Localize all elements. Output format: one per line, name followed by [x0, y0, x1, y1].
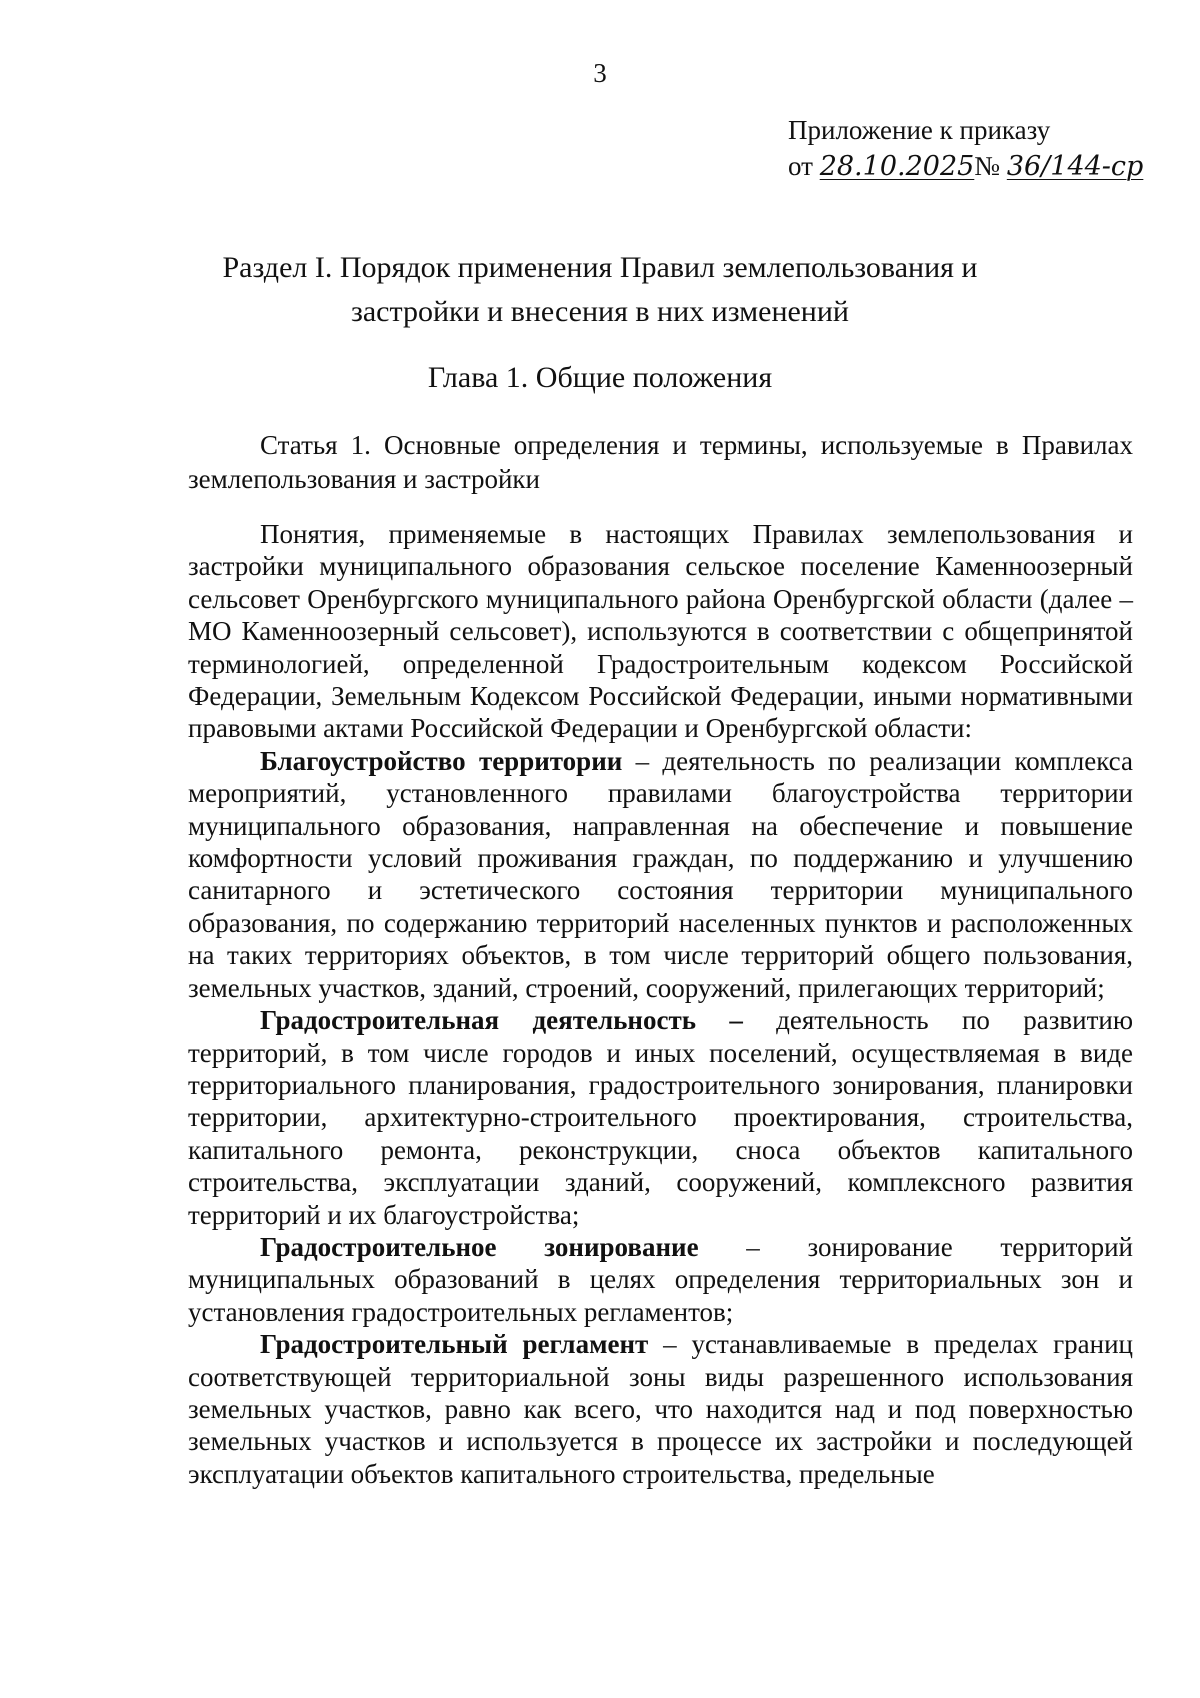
definition-text: – деятельность по реализации комплекса мероприятий, установленного правилами благоустройства территории муниципального образования, направленная на обеспечение и повышение комфортности условий проживания граждан, по поддержанию и улучшению санитарного и эстетического состояния территории муниципального образования, по содержанию территорий населенных пунктов и расположенных на таких территориях объектов, в том числе территорий общего пользования, земельных участков, зданий, строений, сооружений, прилегающих территорий;	[188, 745, 1133, 1003]
definition-term: Градостроительный регламент	[260, 1329, 649, 1360]
handwritten-order-number: 36/144-ср	[1006, 151, 1144, 182]
definition-text: – зонирование территорий муниципальных образований в целях определения территориальных зон и установления градостроительных регламентов;	[188, 1231, 1133, 1327]
appendix-header	[788, 112, 1143, 185]
definition-term: Градостроительное зонирование	[260, 1231, 699, 1262]
definition-paragraph	[188, 745, 1133, 1004]
page-number: 3	[593, 58, 607, 88]
chapter-title: Глава 1. Общие положения	[427, 361, 773, 394]
definition-paragraph	[188, 1004, 1133, 1231]
definition-text: деятельность по развитию территорий, в том числе городов и иных поселений, осуществляемая в виде территориального планирования, градостроительного зонирования, планировки территории, архитектурно-строительного проектирования, строительства, капитального ремонта, реконструкции, сноса объектов капитального строительства, эксплуатации зданий, сооружений, комплексного развития территорий и их благоустройства;	[188, 1005, 1133, 1230]
number-prefix: №	[974, 151, 1001, 181]
section-title-line-2: застройки и внесения в них изменений	[351, 295, 849, 328]
article-title: Статья 1. Основные определения и термины, используемые в Правилах землепользования и застройки	[188, 430, 1133, 494]
document-body	[188, 518, 1133, 1490]
definition-term: Благоустройство территории	[260, 745, 623, 776]
definition-text: – устанавливаемые в пределах границ соответствующей территориальной зоны виды разрешенного использования земельных участков, равно как всего, что находится над и под поверхностью земельных участков и используется в процессе их застройки и последующей эксплуатации объектов капитального строительства, предельные	[188, 1329, 1133, 1489]
section-title-line-1: Раздел I. Порядок применения Правил землепользования и	[222, 251, 978, 284]
handwritten-date: 28.10.2025	[819, 151, 975, 182]
section-title	[0, 246, 1200, 334]
appendix-order-line	[788, 148, 1143, 185]
definition-paragraph	[188, 1231, 1133, 1328]
date-prefix: от	[788, 151, 813, 181]
definition-paragraph	[188, 1328, 1133, 1490]
definition-term: Градостроительная деятельность –	[260, 1005, 743, 1036]
intro-paragraph: Понятия, применяемые в настоящих Правилах землепользования и застройки муниципального образования сельское поселение Каменноозерный сельсовет Оренбургского муниципального района Оренбургской области (далее – МО Каменноозерный сельсовет), используются в соответствии с общепринятой терминологией, определенной Градостроительным кодексом Российской Федерации, Земельным Кодексом Российской Федерации, иными нормативными правовыми актами Российской Федерации и Оренбургской области:	[188, 519, 1133, 744]
appendix-title: Приложение к приказу	[788, 115, 1051, 145]
